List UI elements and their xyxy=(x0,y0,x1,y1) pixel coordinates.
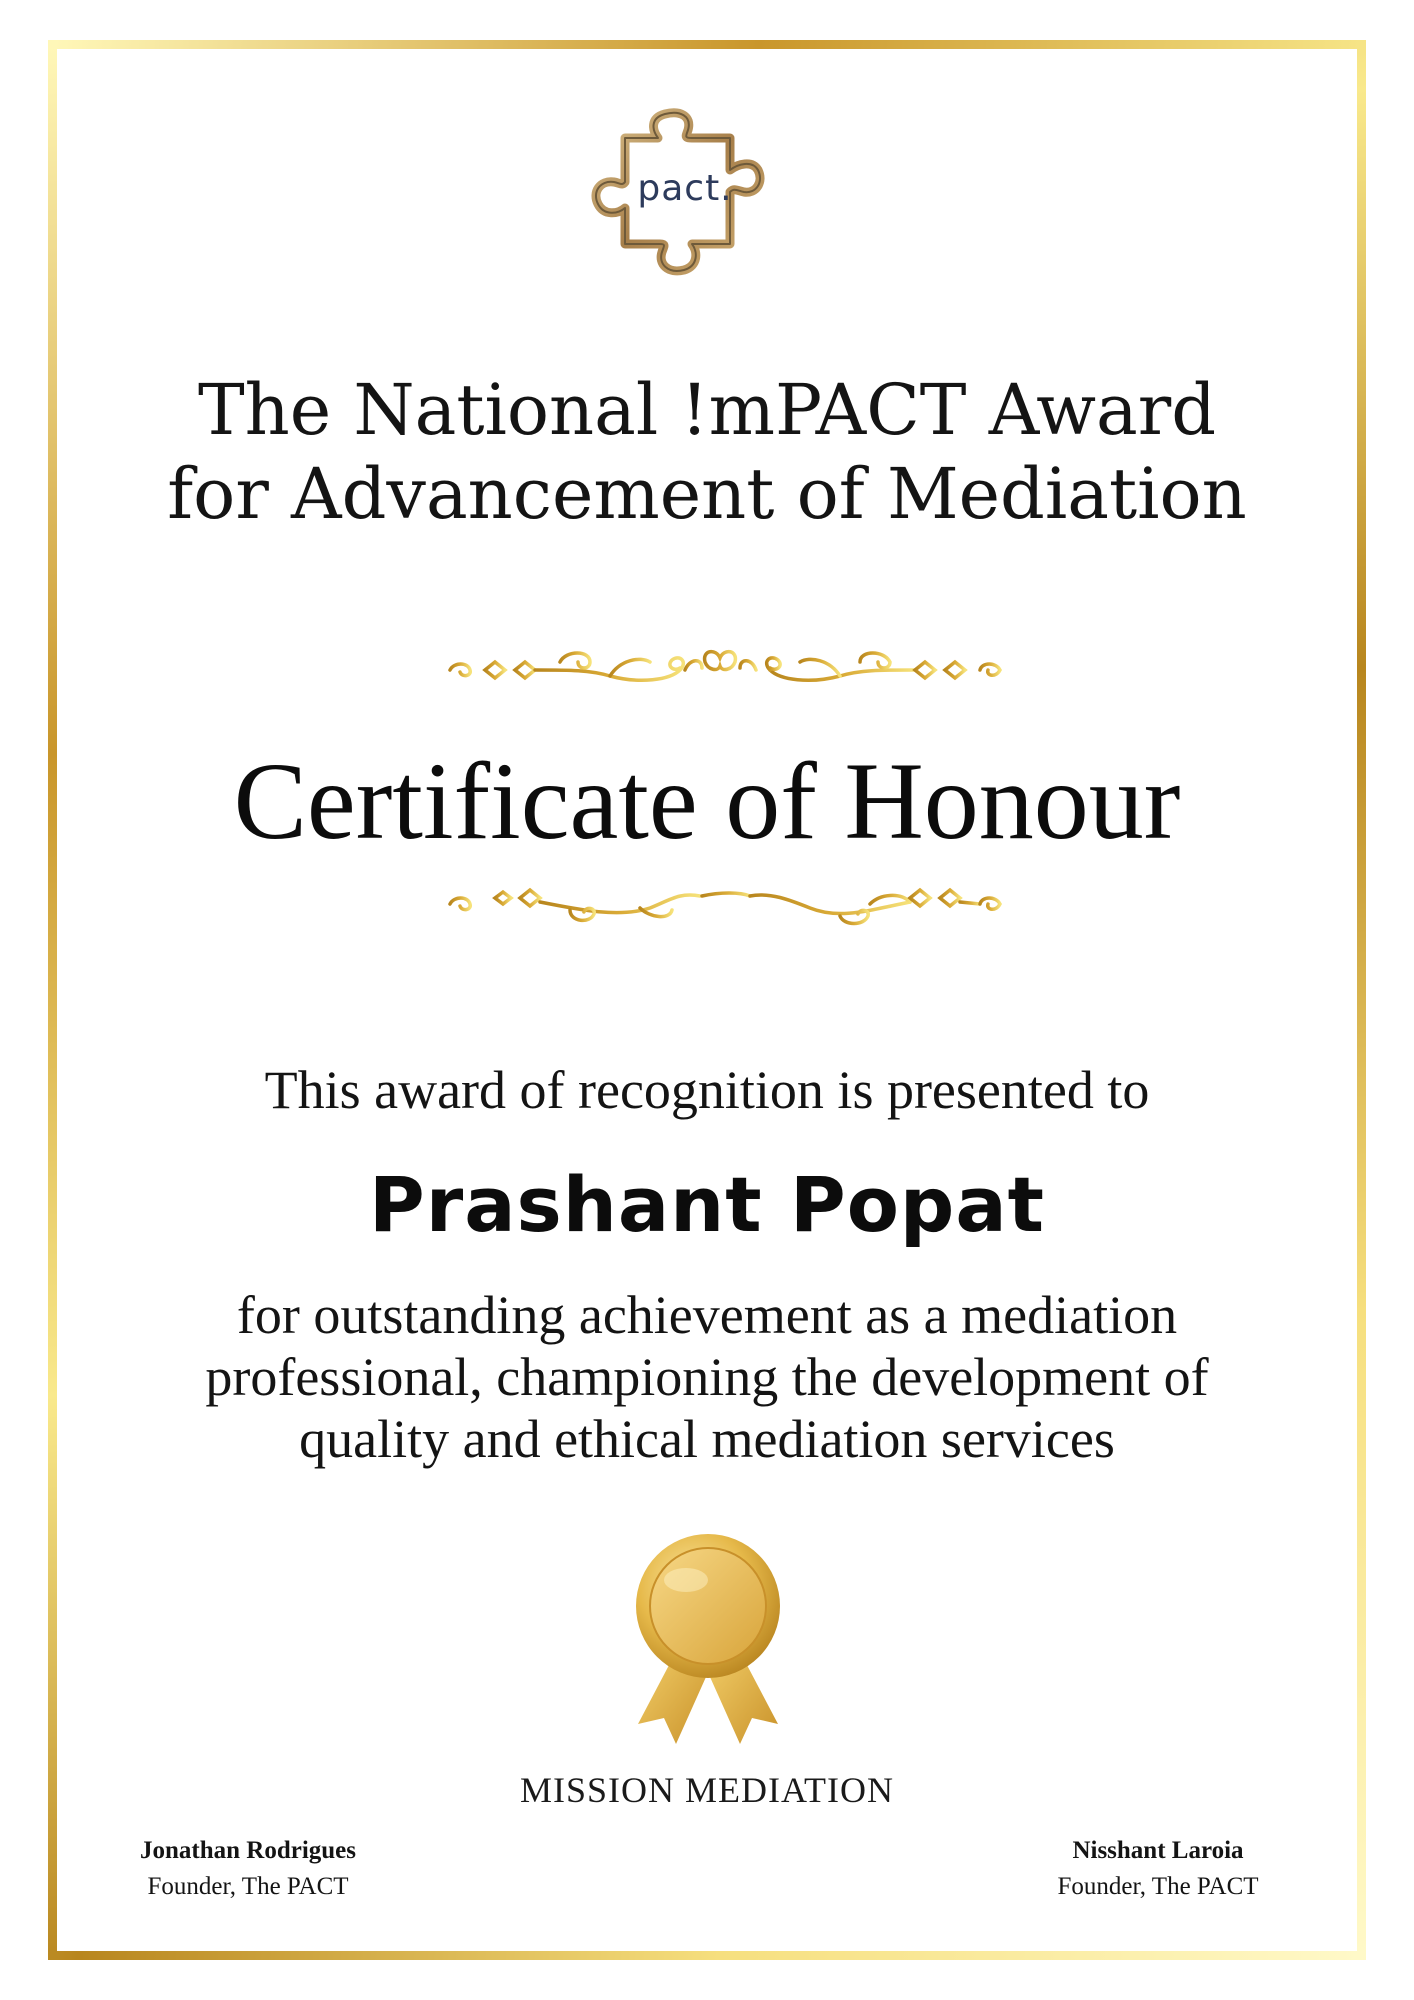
logo-text: pact. xyxy=(637,168,733,209)
gold-medal-ribbon-icon xyxy=(618,1528,798,1746)
presentation-intro: This award of recognition is presented to xyxy=(264,1060,1150,1120)
citation xyxy=(0,1284,1414,1470)
top-flourish-ornament xyxy=(440,640,1010,700)
citation-line-3: quality and ethical mediation services xyxy=(299,1409,1115,1469)
signatory-role: Founder, The PACT xyxy=(147,1873,349,1900)
award-title-line-2: for Advancement of Mediation xyxy=(167,453,1247,535)
award-title-line-1: The National !mPACT Award xyxy=(197,369,1217,451)
award-title xyxy=(0,368,1414,536)
signatory-right xyxy=(1008,1834,1308,1906)
certificate-title: Certificate of Honour xyxy=(233,740,1181,862)
citation-line-1: for outstanding achievement as a mediation xyxy=(236,1285,1178,1345)
signatory-name: Nisshant Laroia xyxy=(1072,1837,1244,1864)
signatory-name: Jonathan Rodrigues xyxy=(139,1837,356,1864)
recipient-name: Prashant Popat xyxy=(369,1160,1045,1249)
signatory-role: Founder, The PACT xyxy=(1057,1873,1259,1900)
signatory-left xyxy=(98,1834,398,1906)
bottom-flourish-ornament xyxy=(440,874,1010,934)
mission-label: MISSION MEDIATION xyxy=(520,1770,894,1810)
citation-line-2: professional, championing the development of xyxy=(205,1347,1209,1407)
